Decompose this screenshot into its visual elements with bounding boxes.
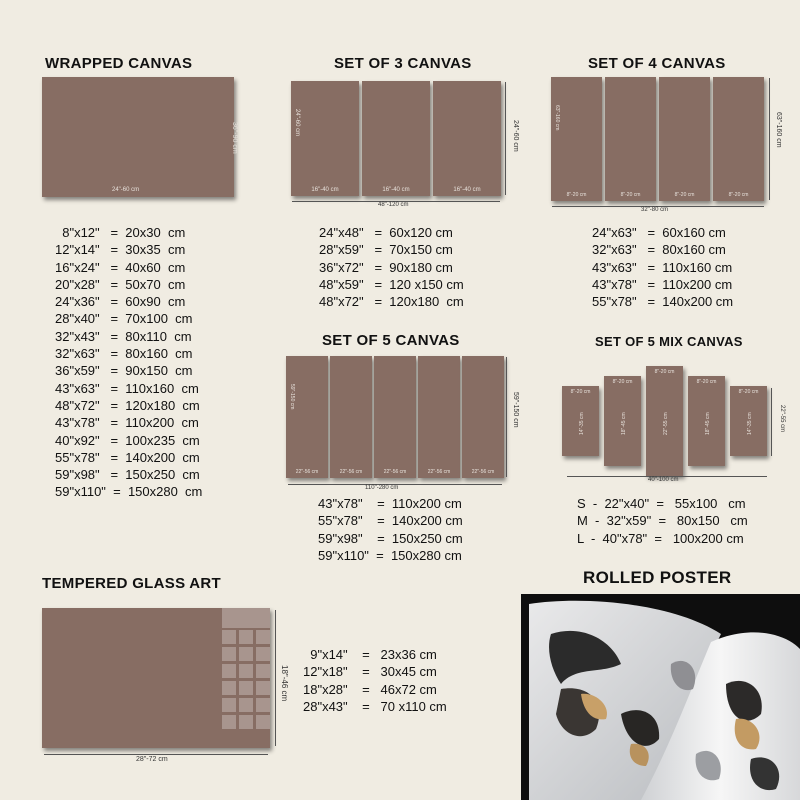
size-row: M - 32"x59" = 80x150 cm	[577, 513, 748, 529]
size-row: L - 40"x78" = 100x200 cm	[577, 530, 744, 546]
wrapped-height-label: 36"-90 cm	[231, 122, 238, 154]
wrapped-sizes-list	[55, 224, 202, 501]
mix-canvas-panel	[604, 376, 641, 466]
canvas-panel	[374, 356, 416, 478]
panel-height-label: 59"-150 cm	[289, 384, 295, 410]
set5-height-line	[506, 357, 507, 477]
size-row: 12"x18" = 30x45 cm	[303, 664, 437, 680]
mix-canvas-panel	[688, 376, 725, 466]
canvas-panel	[418, 356, 460, 478]
set3-panels	[291, 81, 501, 196]
canvas-panel	[605, 77, 656, 201]
canvas-panel	[462, 356, 504, 478]
set5mix-heading: SET OF 5 MIX CANVAS	[595, 334, 743, 349]
size-row: 20"x28" = 50x70 cm	[55, 276, 186, 292]
mix-canvas-panel	[646, 366, 683, 476]
wrapped-canvas-heading: WRAPPED CANVAS	[45, 55, 193, 72]
size-row: 36"x59" = 90x150 cm	[55, 363, 193, 379]
rolled-poster-image	[521, 594, 800, 800]
rolled-poster-illustration	[521, 594, 800, 800]
size-row: 43"x63" = 110x160 cm	[55, 380, 199, 396]
panel-width-label: 22"-56 cm	[339, 469, 363, 475]
set4-panels	[551, 77, 766, 201]
glass-panel	[42, 608, 270, 748]
set5mix-sizes-list	[577, 495, 748, 547]
glass-reflection-top	[222, 608, 270, 628]
size-row: 59"x110" = 150x280 cm	[318, 547, 462, 563]
mix-panel-height-label: 14"-35 cm	[747, 412, 753, 435]
set4-total-width: 32"-80 cm	[641, 207, 669, 213]
mix-canvas-panel	[562, 386, 599, 456]
canvas-panel	[713, 77, 764, 201]
size-row: 59"x98" = 150x250 cm	[55, 467, 200, 483]
mix-panel-width-label: 8"-20 cm	[696, 379, 717, 385]
glass-width-label: 28"-72 cm	[136, 756, 168, 763]
glass-height-label: 18"-46 cm	[280, 665, 289, 702]
panel-width-label: 16"-40 cm	[453, 187, 481, 193]
panel-width-label: 22"-56 cm	[471, 469, 495, 475]
set4-height-line	[769, 78, 770, 200]
size-row: 8"x12" = 20x30 cm	[55, 225, 186, 240]
mix-panel-height-label: 18"-45 cm	[705, 412, 711, 435]
poster-heading: ROLLED POSTER	[583, 568, 732, 587]
size-row: 48"x72" = 120x180 cm	[319, 294, 464, 310]
set5mix-height-line	[771, 388, 772, 456]
set5-total-height: 59"-150 cm	[512, 392, 519, 428]
set5-sizes-list	[318, 495, 463, 564]
size-row: 43"x78" = 110x200 cm	[592, 276, 733, 292]
glass-height-line	[275, 610, 276, 746]
panel-height-label: 63"-160 cm	[554, 105, 560, 131]
size-row: 36"x72" = 90x180 cm	[319, 259, 453, 275]
size-row: S - 22"x40" = 55x100 cm	[577, 496, 746, 511]
glass-heading: TEMPERED GLASS ART	[42, 575, 222, 592]
mix-panel-width-label: 8"-20 cm	[570, 389, 591, 395]
size-row: 48"x59" = 120 x150 cm	[319, 276, 464, 292]
mix-panel-height-label: 22"-55 cm	[663, 412, 669, 435]
size-row: 43"x78" = 110x200 cm	[318, 496, 462, 511]
set5-heading: SET OF 5 CANVAS	[322, 332, 460, 349]
canvas-panel	[362, 81, 430, 196]
size-row: 43"x78" = 110x200 cm	[55, 415, 199, 431]
glass-width-line	[44, 754, 268, 755]
set5mix-total-height: 22"-55 cm	[779, 405, 785, 433]
size-row: 59"x98" = 150x250 cm	[318, 530, 463, 546]
size-row: 28"x40" = 70x100 cm	[55, 311, 193, 327]
set4-heading: SET OF 4 CANVAS	[588, 55, 726, 72]
canvas-panel	[286, 356, 328, 478]
size-row: 24"x48" = 60x120 cm	[319, 225, 453, 240]
canvas-panel	[433, 81, 501, 196]
size-row: 28"x59" = 70x150 cm	[319, 242, 453, 258]
size-row: 12"x14" = 30x35 cm	[55, 242, 186, 258]
panel-width-label: 16"-40 cm	[311, 187, 339, 193]
set3-heading: SET OF 3 CANVAS	[334, 55, 472, 72]
panel-width-label: 16"-40 cm	[382, 187, 410, 193]
size-row: 18"x28" = 46x72 cm	[303, 681, 437, 697]
size-row: 32"x63" = 80x160 cm	[55, 346, 193, 362]
size-row: 55"x78" = 140x200 cm	[55, 449, 200, 465]
panel-width-label: 8"-20 cm	[728, 192, 749, 198]
canvas-panel	[659, 77, 710, 201]
set4-total-height: 63"-160 cm	[775, 112, 782, 148]
panel-width-label: 22"-56 cm	[427, 469, 451, 475]
set5-panels	[286, 356, 504, 478]
mix-panel-width-label: 8"-20 cm	[612, 379, 633, 385]
size-row: 59"x110" = 150x280 cm	[55, 484, 203, 500]
size-row: 32"x43" = 80x110 cm	[55, 328, 192, 344]
size-row: 48"x72" = 120x180 cm	[55, 397, 200, 413]
panel-width-label: 22"-56 cm	[383, 469, 407, 475]
canvas-panel	[291, 81, 359, 196]
panel-width-label: 22"-56 cm	[295, 469, 319, 475]
mix-canvas-panel	[730, 386, 767, 456]
canvas-panel	[551, 77, 602, 201]
mix-panel-height-label: 14"-35 cm	[579, 412, 585, 435]
set3-total-height: 24"-60 cm	[512, 120, 519, 152]
size-row: 28"x43" = 70 x110 cm	[303, 698, 447, 714]
panel-width-label: 8"-20 cm	[674, 192, 695, 198]
panel-height-label: 24"-60 cm	[294, 109, 300, 137]
glass-reflection-grid	[222, 630, 270, 729]
canvas-panel	[330, 356, 372, 478]
set5mix-total-width: 40"-100 cm	[648, 477, 679, 483]
set3-sizes-list	[319, 224, 464, 310]
set3-total-width: 48"-120 cm	[378, 202, 409, 208]
set4-sizes-list	[592, 224, 733, 310]
size-row: 24"x63" = 60x160 cm	[592, 225, 726, 240]
size-row: 32"x63" = 80x160 cm	[592, 242, 726, 258]
glass-sizes-list	[303, 646, 447, 715]
mix-panel-height-label: 18"-45 cm	[621, 412, 627, 435]
size-row: 24"x36" = 60x90 cm	[55, 294, 186, 310]
size-row: 16"x24" = 40x60 cm	[55, 259, 186, 275]
panel-width-label: 8"-20 cm	[566, 192, 587, 198]
size-row: 40"x92" = 100x235 cm	[55, 432, 200, 448]
set5mix-panels	[562, 366, 772, 476]
set3-height-line	[505, 82, 506, 195]
mix-panel-width-label: 8"-20 cm	[738, 389, 759, 395]
wrapped-width-label: 24"-60 cm	[112, 187, 140, 193]
size-row: 9"x14" = 23x36 cm	[303, 647, 437, 662]
size-row: 43"x63" = 110x160 cm	[592, 259, 733, 275]
set5-total-width: 110"-280 cm	[365, 485, 399, 491]
wrapped-canvas-panel	[42, 77, 238, 197]
size-row: 55"x78" = 140x200 cm	[592, 294, 734, 310]
size-row: 55"x78" = 140x200 cm	[318, 513, 463, 529]
mix-panel-width-label: 8"-20 cm	[654, 369, 675, 375]
panel-width-label: 8"-20 cm	[620, 192, 641, 198]
